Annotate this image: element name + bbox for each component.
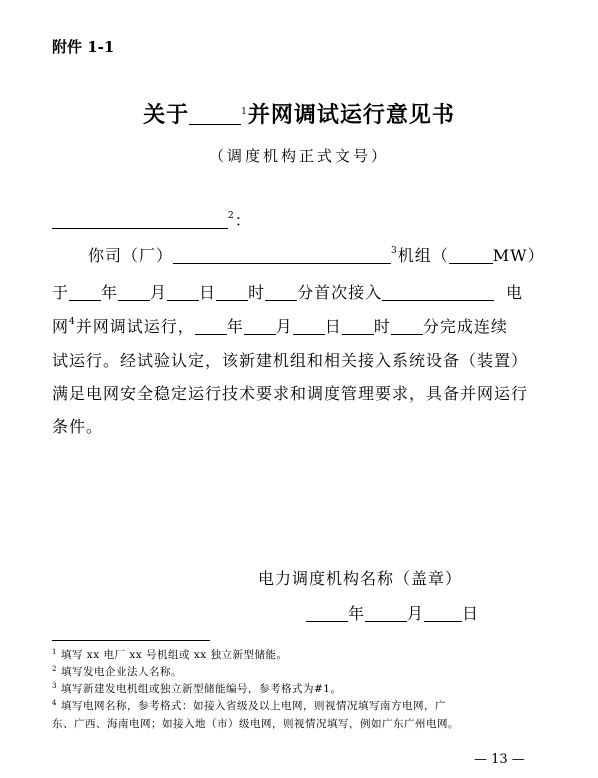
capacity-blank bbox=[449, 245, 493, 264]
minute-blank bbox=[265, 282, 297, 301]
body-line-1 bbox=[88, 243, 545, 266]
page-number: — 13 — bbox=[474, 752, 525, 767]
year-blank bbox=[306, 603, 348, 622]
body-text: 日 bbox=[462, 604, 480, 623]
body-line-6: 条件。 bbox=[52, 417, 104, 436]
body-line-5: 满足电网安全稳定运行技术要求和调度管理要求，具备并网运行 bbox=[52, 384, 529, 403]
document-title bbox=[0, 98, 598, 129]
footnote-ref: 4 bbox=[69, 317, 76, 327]
issuing-organization: 电力调度机构名称（盖章） bbox=[258, 569, 463, 588]
addressee-line bbox=[52, 208, 252, 231]
grid-blank bbox=[382, 282, 494, 301]
unit-name-blank bbox=[173, 245, 391, 264]
body-text: 分首次接入 bbox=[297, 283, 383, 302]
body-text: 时 bbox=[248, 283, 266, 302]
body-line-3 bbox=[52, 314, 508, 337]
body-line-4: 试运行。经试验认定，该新建机组和相关接入系统设备（装置） bbox=[52, 351, 529, 370]
hour-blank bbox=[342, 316, 374, 335]
addressee-blank bbox=[52, 210, 228, 229]
footnote-4: $^4$ 填写电网名称，参考格式：如接入省级及以上电网，则视情况填写南方电网，广 bbox=[52, 699, 446, 712]
body-text: 月 bbox=[407, 604, 425, 623]
body-text: 你司（厂） bbox=[88, 246, 174, 265]
footnote-divider bbox=[52, 640, 210, 641]
body-text: 年 bbox=[348, 604, 366, 623]
body-text: 月 bbox=[150, 283, 168, 302]
footnote-ref: 3 bbox=[391, 246, 398, 256]
footnote-3: $^3$ 填写新建发电机组或独立新型储能编号，参考格式为#1。 bbox=[52, 682, 342, 695]
minute-blank bbox=[391, 316, 423, 335]
addressee-colon: ： bbox=[234, 211, 252, 230]
title-blank bbox=[189, 102, 241, 125]
body-text: 时 bbox=[373, 317, 391, 336]
body-text: 月 bbox=[275, 317, 293, 336]
year-blank bbox=[69, 282, 101, 301]
day-blank bbox=[424, 603, 462, 622]
footnote-4-continued: 东、广西、海南电网；如接入地（市）级电网，则视情况填写，例如广东广州电网。 bbox=[52, 718, 459, 730]
month-blank bbox=[118, 282, 150, 301]
body-text: 网 bbox=[52, 317, 70, 336]
body-text: 电 bbox=[506, 283, 524, 302]
body-text: 年 bbox=[101, 283, 119, 302]
body-text: 日 bbox=[199, 283, 217, 302]
day-blank bbox=[293, 316, 325, 335]
hour-blank bbox=[216, 282, 248, 301]
footnote-2: $^2$ 填写发电企业法人名称。 bbox=[52, 665, 182, 678]
body-text: 日 bbox=[324, 317, 342, 336]
body-text: 并网调试运行， bbox=[75, 317, 195, 336]
body-text: 于 bbox=[52, 283, 70, 302]
footnote-1: $^1$ 填写 xx 电厂 xx 号机组或 xx 独立新型储能。 bbox=[52, 648, 288, 661]
title-footnote-ref: 1 bbox=[241, 107, 248, 117]
title-prefix: 关于 bbox=[143, 102, 190, 128]
body-line-2 bbox=[52, 280, 523, 303]
body-text: 分完成连续 bbox=[422, 317, 508, 336]
title-suffix: 并网调试运行意见书 bbox=[247, 102, 455, 128]
document-subtitle: （调度机构正式文号） bbox=[208, 147, 389, 165]
attachment-label: 附件 1-1 bbox=[52, 38, 115, 56]
body-text: MW） bbox=[492, 246, 545, 265]
month-blank bbox=[244, 316, 276, 335]
year-blank bbox=[195, 316, 227, 335]
body-text: 机组（ bbox=[397, 246, 449, 265]
signature-date bbox=[306, 601, 479, 624]
body-text: 年 bbox=[226, 317, 244, 336]
addressee-footnote-ref: 2 bbox=[228, 211, 235, 221]
month-blank bbox=[365, 603, 407, 622]
day-blank bbox=[167, 282, 199, 301]
